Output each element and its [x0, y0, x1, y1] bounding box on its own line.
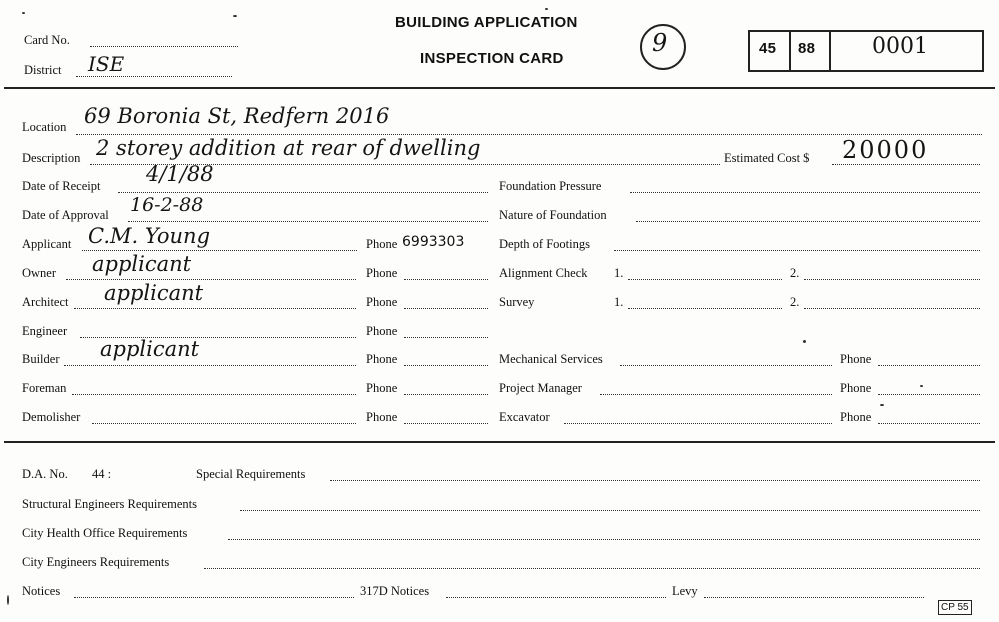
demolisher-label: Demolisher: [22, 410, 81, 424]
header-divider: [4, 87, 995, 89]
applicant-phone-label: Phone: [366, 237, 398, 251]
applicant-value: C.M. Young: [88, 224, 211, 248]
builder-phone-label: Phone: [366, 352, 398, 366]
approval-value: 16-2-88: [130, 194, 204, 216]
alignment-check-2-line: [804, 279, 980, 280]
mechanical-services-phone-line: [878, 365, 980, 366]
survey-label: Survey: [499, 295, 535, 309]
district-line: [76, 76, 232, 77]
survey-1: 1.: [614, 295, 624, 309]
builder-phone-line: [404, 365, 488, 366]
special-requirements-line: [330, 480, 980, 481]
scan-speck: [545, 8, 548, 10]
survey-2: 2.: [790, 295, 800, 309]
scan-speck: [7, 595, 9, 605]
excavator-phone-line: [878, 423, 980, 424]
alignment-check-1-line: [628, 279, 782, 280]
scan-speck: [233, 15, 237, 17]
owner-line: [66, 279, 356, 280]
survey-1-line: [628, 308, 782, 309]
estimated-cost-label: Estimated Cost $: [724, 151, 810, 165]
reference-box: [748, 30, 984, 72]
project-manager-line: [600, 394, 832, 395]
mechanical-services-label: Mechanical Services: [499, 352, 603, 366]
foundation-pressure-label: Foundation Pressure: [499, 179, 602, 193]
architect-label: Architect: [22, 295, 69, 309]
ref-divider-2: [829, 32, 831, 70]
form-code: CP 55: [938, 600, 972, 615]
location-label: Location: [22, 120, 67, 134]
location-value: 69 Boronia St, Redfern 2016: [84, 104, 390, 128]
applicant-phone-value: 6993303: [402, 234, 465, 250]
owner-label: Owner: [22, 266, 57, 280]
foreman-phone-line: [404, 394, 488, 395]
demolisher-phone-line: [404, 423, 488, 424]
estimated-cost-value: 20000: [842, 136, 929, 164]
builder-line: [64, 365, 356, 366]
mechanical-services-line: [620, 365, 832, 366]
ref-divider-1: [789, 32, 791, 70]
builder-label: Builder: [22, 352, 60, 366]
ref-part-1: 45: [759, 40, 777, 57]
builder-value: applicant: [100, 337, 200, 361]
foreman-label: Foreman: [22, 381, 67, 395]
receipt-label: Date of Receipt: [22, 179, 101, 193]
card-no-line: [90, 46, 238, 47]
project-manager-phone-line: [878, 394, 980, 395]
city-engineers-line: [204, 568, 980, 569]
applicant-line: [82, 250, 357, 251]
ref-part-3: 0001: [872, 34, 928, 59]
owner-phone-line: [404, 279, 488, 280]
levy-label: Levy: [672, 584, 698, 598]
estimated-cost-line: [832, 164, 980, 165]
card-no-label: Card No.: [24, 33, 70, 47]
nature-of-foundation-line: [636, 221, 980, 222]
notices-label: Notices: [22, 584, 61, 598]
levy-line: [704, 597, 924, 598]
scan-speck: [22, 12, 25, 14]
nature-of-foundation-label: Nature of Foundation: [499, 208, 607, 222]
receipt-value: 4/1/88: [146, 162, 214, 186]
foreman-phone-label: Phone: [366, 381, 398, 395]
project-manager-label: Project Manager: [499, 381, 582, 395]
title-line-2: INSPECTION CARD: [420, 50, 564, 67]
engineer-label: Engineer: [22, 324, 68, 338]
applicant-label: Applicant: [22, 237, 72, 251]
description-value: 2 storey addition at rear of dwelling: [96, 136, 481, 160]
approval-label: Date of Approval: [22, 208, 109, 222]
title-line-1: BUILDING APPLICATION: [395, 14, 578, 31]
foundation-pressure-line: [630, 192, 980, 193]
approval-line: [128, 221, 488, 222]
ref-part-2: 88: [798, 40, 816, 57]
demolisher-phone-label: Phone: [366, 410, 398, 424]
scan-speck: [880, 404, 884, 406]
excavator-label: Excavator: [499, 410, 550, 424]
structural-engineers-line: [240, 510, 980, 511]
location-line: [76, 134, 982, 135]
depth-of-footings-label: Depth of Footings: [499, 237, 590, 251]
structural-engineers-label: Structural Engineers Requirements: [22, 497, 197, 511]
alignment-check-1: 1.: [614, 266, 624, 280]
city-engineers-label: City Engineers Requirements: [22, 555, 170, 569]
notices-317d-line: [446, 597, 666, 598]
architect-phone-line: [404, 308, 488, 309]
scan-speck: [920, 385, 923, 387]
depth-of-footings-line: [614, 250, 980, 251]
excavator-line: [564, 423, 832, 424]
survey-2-line: [804, 308, 980, 309]
notices-line: [74, 597, 354, 598]
notices-317d-label: 317D Notices: [360, 584, 430, 598]
circled-number: 9: [652, 29, 668, 57]
architect-value: applicant: [104, 281, 204, 305]
foreman-line: [72, 394, 356, 395]
district-label: District: [24, 63, 62, 77]
engineer-phone-label: Phone: [366, 324, 398, 338]
engineer-phone-line: [404, 337, 488, 338]
alignment-check-2: 2.: [790, 266, 800, 280]
mechanical-services-phone-label: Phone: [840, 352, 872, 366]
da-no-label: D.A. No.: [22, 467, 68, 481]
owner-value: applicant: [92, 252, 192, 276]
project-manager-phone-label: Phone: [840, 381, 872, 395]
description-label: Description: [22, 151, 81, 165]
section-divider: [4, 441, 995, 443]
da-no-value: 44 :: [92, 467, 112, 481]
scan-speck: [803, 340, 806, 343]
city-health-label: City Health Office Requirements: [22, 526, 188, 540]
alignment-check-label: Alignment Check: [499, 266, 588, 280]
special-requirements-label: Special Requirements: [196, 467, 306, 481]
district-value: ISE: [88, 52, 125, 76]
demolisher-line: [92, 423, 356, 424]
architect-phone-label: Phone: [366, 295, 398, 309]
city-health-line: [228, 539, 980, 540]
excavator-phone-label: Phone: [840, 410, 872, 424]
architect-line: [74, 308, 356, 309]
receipt-line: [118, 192, 488, 193]
owner-phone-label: Phone: [366, 266, 398, 280]
